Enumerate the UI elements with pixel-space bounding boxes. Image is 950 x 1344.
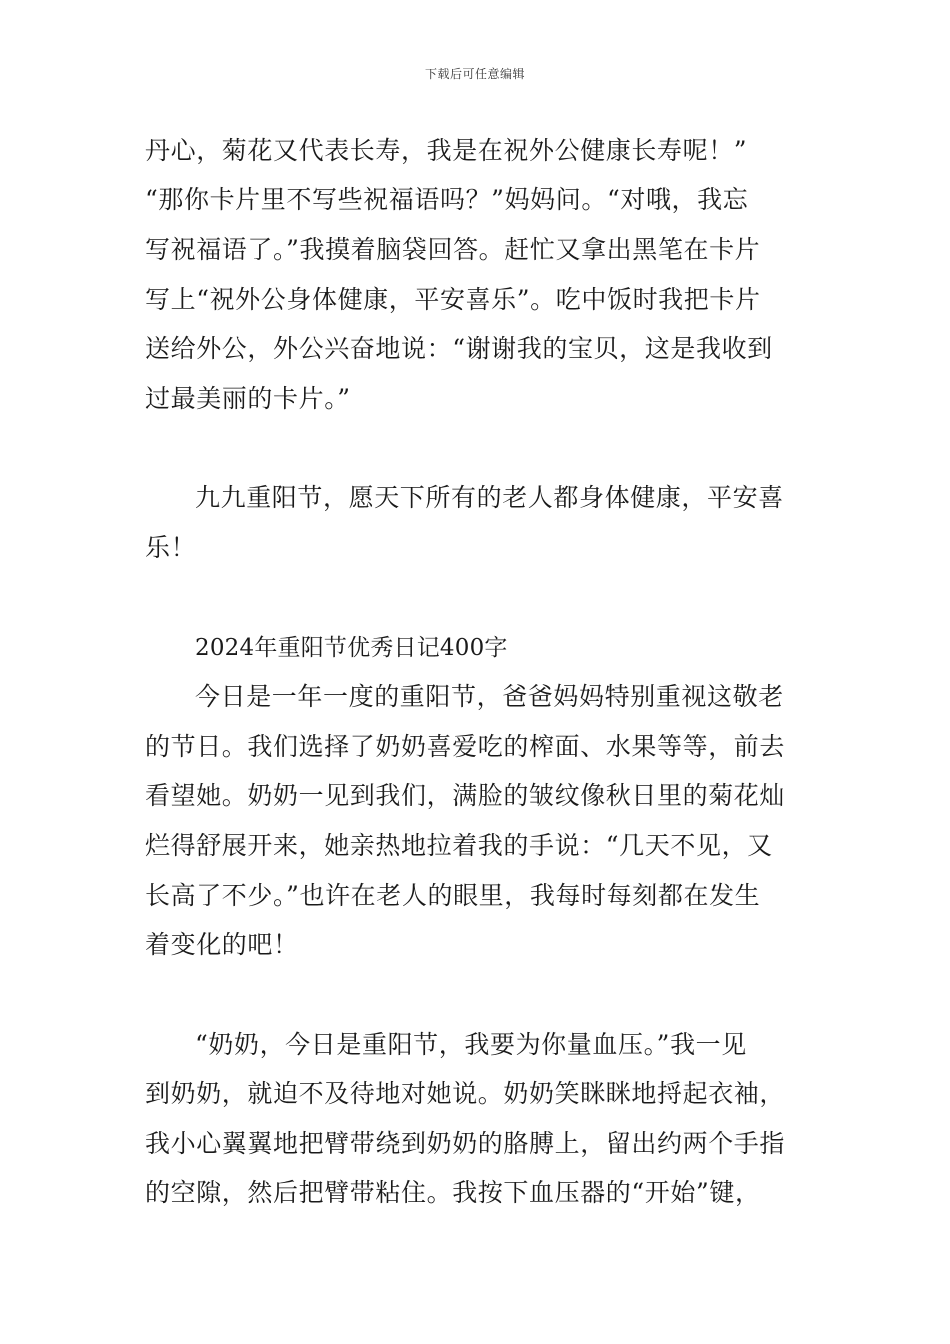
paragraph-1-line-2: “那你卡片里不写些祝福语吗？”妈妈问。“对哦，我忘 [145,185,749,214]
paragraph-1-line-5: 送给外公，外公兴奋地说：“谢谢我的宝贝，这是我收到 [145,334,773,363]
paragraph-3-line-3: 看望她。奶奶一见到我们，满脸的皱纹像秋日里的菊花灿 [145,781,786,810]
paragraph-1-line-6: 过最美丽的卡片。” [145,384,351,413]
paragraph-3-line-4: 烂得舒展开来，她亲热地拉着我的手说：“几天不见，又 [145,831,773,860]
paragraph-3-line-1: 今日是一年一度的重阳节，爸爸妈妈特别重视这敬老 [195,682,784,711]
paragraph-1-line-1: 丹心，菊花又代表长寿，我是在祝外公健康长寿呢！” [145,136,748,165]
paragraph-2-line-1: 九九重阳节，愿天下所有的老人都身体健康，平安喜 [195,483,784,512]
paragraph-4-line-3: 我小心翼翼地把臂带绕到奶奶的胳膊上，留出约两个手指 [145,1129,786,1158]
page-header: 下载后可任意编辑 [424,67,525,81]
paragraph-3-line-6: 着变化的吧！ [145,930,299,959]
section-title: 2024年重阳节优秀日记400字 [195,635,508,661]
paragraph-4-line-4: 的空隙，然后把臂带粘住。我按下血压器的“开始”键， [145,1178,761,1207]
paragraph-2-line-2: 乐！ [145,533,197,562]
paragraph-3-line-5: 长高了不少。”也许在老人的眼里，我每时每刻都在发生 [145,881,761,910]
paragraph-4-line-1: “奶奶，今日是重阳节，我要为你量血压。”我一见 [195,1030,747,1059]
paragraph-4-line-2: 到奶奶，就迫不及待地对她说。奶奶笑眯眯地捋起衣袖， [145,1079,786,1108]
paragraph-3-line-2: 的节日。我们选择了奶奶喜爱吃的榨面、水果等等，前去 [145,732,786,761]
paragraph-1-line-3: 写祝福语了。”我摸着脑袋回答。赶忙又拿出黑笔在卡片 [145,235,761,264]
paragraph-1-line-4: 写上“祝外公身体健康，平安喜乐”。吃中饭时我把卡片 [145,285,761,314]
